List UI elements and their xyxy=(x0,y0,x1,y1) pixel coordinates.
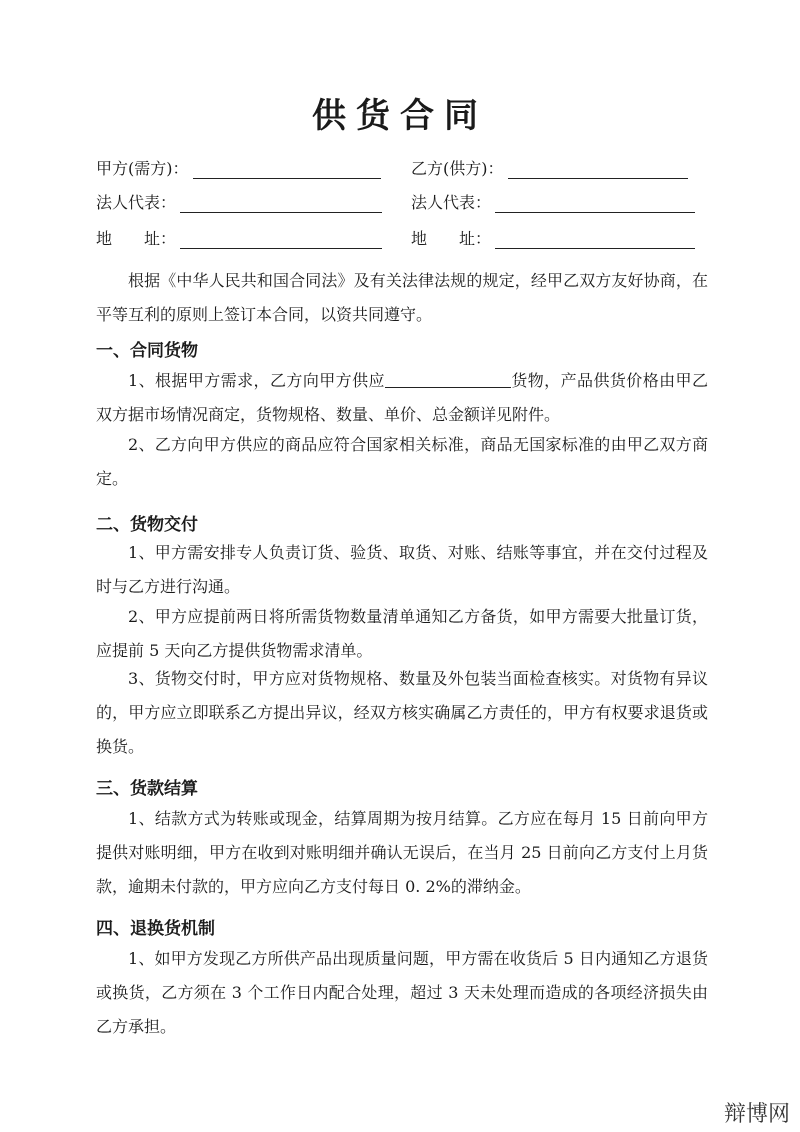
section-heading-payment: 三、货款结算 xyxy=(96,779,198,799)
buyer-legal-rep-line xyxy=(180,194,382,213)
seller-address-label: 地 址： xyxy=(411,229,492,248)
section-heading-delivery: 二、货物交付 xyxy=(96,515,198,535)
clause-returns-1: 1、如甲方发现乙方所供产品出现质量问题，甲方需在收货后 5 日内通知乙方退货或换货，乙方须在 3 个工作日内配合处理，超过 3 天未处理而造成的各项经济损失由乙方承担。 xyxy=(96,949,708,1036)
buyer-address-field xyxy=(96,226,382,249)
buyer-address-line xyxy=(180,230,382,249)
clause-delivery-3: 3、货物交付时，甲方应对货物规格、数量及外包装当面检查核实。对货物有异议的，甲方应立即联系乙方提出异议，经双方核实确属乙方责任的，甲方有权要求退货或换货。 xyxy=(96,669,708,756)
seller-label: 乙方(供方)： xyxy=(411,159,504,178)
buyer-field xyxy=(96,156,381,179)
seller-address-line xyxy=(495,230,695,249)
seller-legal-rep-label: 法人代表： xyxy=(411,193,492,212)
buyer-legal-rep-label: 法人代表： xyxy=(96,193,177,212)
clause-goods-1-pre: 1、根据甲方需求，乙方向甲方供应 xyxy=(128,371,385,390)
seller-legal-rep-line xyxy=(495,194,695,213)
seller-field xyxy=(411,156,688,179)
clause-goods-1-post: 货物，产品供货价格由甲乙双方据市场情况商定，货物规格、数量、单价、总金额详见附件。 xyxy=(96,371,708,424)
section-heading-returns: 四、退换货机制 xyxy=(96,919,215,939)
party-row-address xyxy=(96,226,716,256)
buyer-address-label: 地 址： xyxy=(96,229,177,248)
clause-goods-1 xyxy=(96,364,708,432)
party-row-names xyxy=(96,156,716,186)
buyer-label: 甲方(需方)： xyxy=(96,159,189,178)
intro-paragraph: 根据《中华人民共和国合同法》及有关法律法规的规定，经甲乙双方友好协商，在平等互利的原则上签订本合同，以资共同遵守。 xyxy=(96,271,708,324)
seller-blank-line xyxy=(508,160,688,179)
buyer-blank-line xyxy=(193,160,381,179)
seller-address-field xyxy=(411,226,695,249)
party-row-legal-rep xyxy=(96,190,716,220)
goods-name-blank xyxy=(385,371,511,388)
document-title: 供货合同 xyxy=(312,96,488,136)
clause-delivery-1: 1、甲方需安排专人负责订货、验货、取货、对账、结账等事宜，并在交付过程及时与乙方进行沟通。 xyxy=(96,543,708,596)
site-watermark: 辩博网 xyxy=(723,1102,790,1127)
clause-goods-2: 2、乙方向甲方供应的商品应符合国家相关标准，商品无国家标准的由甲乙双方商定。 xyxy=(96,435,708,488)
clause-payment-1: 1、结款方式为转账或现金，结算周期为按月结算。乙方应在每月 15 日前向甲方提供对账明细，甲方在收到对账明细并确认无误后，在当月 25 日前向乙方支付上月货款，逾期未付款的，甲方应向乙方支付每日 0. 2%的滞纳金。 xyxy=(96,809,708,896)
seller-legal-rep-field xyxy=(411,190,695,213)
buyer-legal-rep-field xyxy=(96,190,382,213)
section-heading-goods: 一、合同货物 xyxy=(96,341,198,361)
clause-delivery-2: 2、甲方应提前两日将所需货物数量清单通知乙方备货，如甲方需要大批量订货，应提前 5 天向乙方提供货物需求清单。 xyxy=(96,607,708,660)
